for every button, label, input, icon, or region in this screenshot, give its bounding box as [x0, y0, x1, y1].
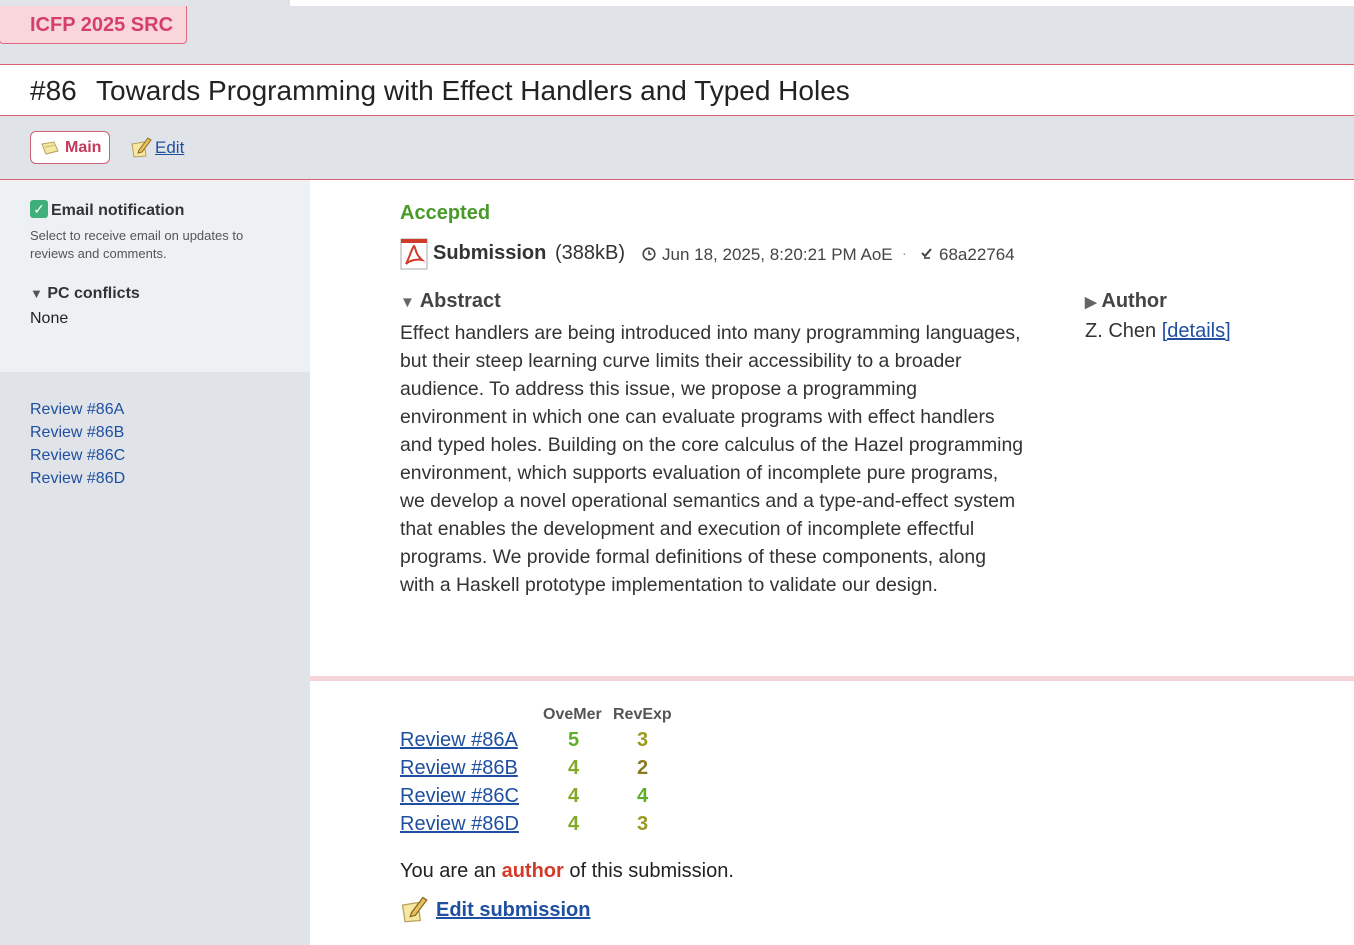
- email-notification-checkbox[interactable]: ✓: [30, 200, 48, 218]
- tab-edit-link[interactable]: Edit: [155, 138, 185, 157]
- author-note-prefix: You are an: [400, 860, 497, 882]
- decision-status: Accepted: [400, 202, 491, 224]
- pencil-paper-icon: [130, 136, 152, 163]
- pencil-paper-icon: [400, 895, 428, 928]
- sidebar-review-link[interactable]: Review #86A: [30, 401, 125, 418]
- author-role-emphasis: author: [501, 860, 564, 882]
- sidebar: [0, 180, 310, 945]
- abstract-toggle[interactable]: [400, 290, 501, 313]
- author-note-suffix: of this submission.: [569, 860, 734, 882]
- author-role-note: [400, 860, 734, 883]
- paper-title: Towards Programming with Effect Handlers and Typed Holes: [96, 75, 850, 106]
- submission-timestamp: Jun 18, 2025, 8:20:21 PM AoE: [662, 245, 893, 264]
- paper-title-bar: [0, 65, 1354, 116]
- submission-hash: 68a22764: [939, 245, 1015, 264]
- submission-size: (388kB): [555, 242, 626, 264]
- pdf-icon[interactable]: [400, 238, 428, 275]
- author-label: Author: [1101, 290, 1167, 312]
- clock-icon: [642, 247, 656, 266]
- document-icon: [41, 141, 59, 160]
- revexp-score: 4: [637, 785, 649, 807]
- review-link[interactable]: Review #86B: [400, 757, 518, 779]
- author-name: Z. Chen: [1085, 320, 1157, 342]
- tab-main[interactable]: [30, 131, 110, 164]
- pc-conflicts-toggle[interactable]: [30, 285, 140, 303]
- email-notification-label[interactable]: Email notification: [51, 202, 185, 219]
- submission-info: [400, 238, 1060, 270]
- score-column-revexp: RevExp: [613, 706, 672, 723]
- author-details-link[interactable]: [details]: [1161, 320, 1231, 342]
- email-notification-description: Select to receive email on updates to reviews and comments.: [30, 228, 244, 261]
- author-entry: [1085, 320, 1231, 343]
- checksum-icon: [920, 246, 934, 265]
- triangle-right-icon: ▶: [1085, 294, 1097, 311]
- pc-conflicts-label: PC conflicts: [47, 285, 140, 302]
- section-divider: [310, 676, 1354, 681]
- edit-submission-link[interactable]: Edit submission: [436, 899, 591, 921]
- abstract-label: Abstract: [419, 290, 501, 312]
- conference-home-link[interactable]: ICFP 2025 SRC: [0, 6, 187, 44]
- sidebar-review-list: [30, 398, 125, 490]
- abstract-text: Effect handlers are being introduced into many programming languages, but their steep learning curve limits their accessibility to a broader audience. To address this issue, we propose a programming environment in which one can evaluate programs with effect handlers and typed holes. Building on the core calculus of the Hazel programming environment, which supports evaluation of incomplete pure programs, we develop a novel operational semantics and a type-and-effect system that enables the development and execution of incomplete effectful programs. We provide formal definitions of these components, along with a Haskell prototype implementation to validate our design.: [400, 322, 1024, 596]
- paper-number: #86: [30, 75, 77, 106]
- ovemer-score: 4: [568, 757, 580, 779]
- review-link[interactable]: Review #86A: [400, 729, 518, 751]
- revexp-score: 3: [637, 729, 649, 751]
- sidebar-review-link[interactable]: Review #86B: [30, 424, 125, 441]
- submission-download-link[interactable]: Submission: [433, 242, 547, 264]
- revexp-score: 3: [637, 813, 649, 835]
- separator-dot: ·: [902, 245, 907, 261]
- sidebar-review-link[interactable]: Review #86D: [30, 470, 126, 487]
- review-link[interactable]: Review #86D: [400, 813, 519, 835]
- revexp-score: 2: [637, 757, 649, 779]
- triangle-down-icon: ▼: [30, 286, 43, 301]
- paper-tabs: [0, 116, 1354, 180]
- ovemer-score: 4: [568, 785, 580, 807]
- triangle-down-icon: ▼: [400, 294, 415, 311]
- pc-conflicts-value: None: [30, 310, 69, 327]
- ovemer-score: 4: [568, 813, 580, 835]
- site-header: [0, 0, 1354, 65]
- sidebar-review-link[interactable]: Review #86C: [30, 447, 126, 464]
- sidebar-settings: [0, 180, 310, 372]
- header-top-bar: [290, 0, 1354, 6]
- tab-main-label: Main: [65, 139, 102, 156]
- ovemer-score: 5: [568, 729, 580, 751]
- score-column-ovemer: OveMer: [543, 706, 602, 723]
- review-link[interactable]: Review #86C: [400, 785, 519, 807]
- author-toggle[interactable]: [1085, 290, 1167, 313]
